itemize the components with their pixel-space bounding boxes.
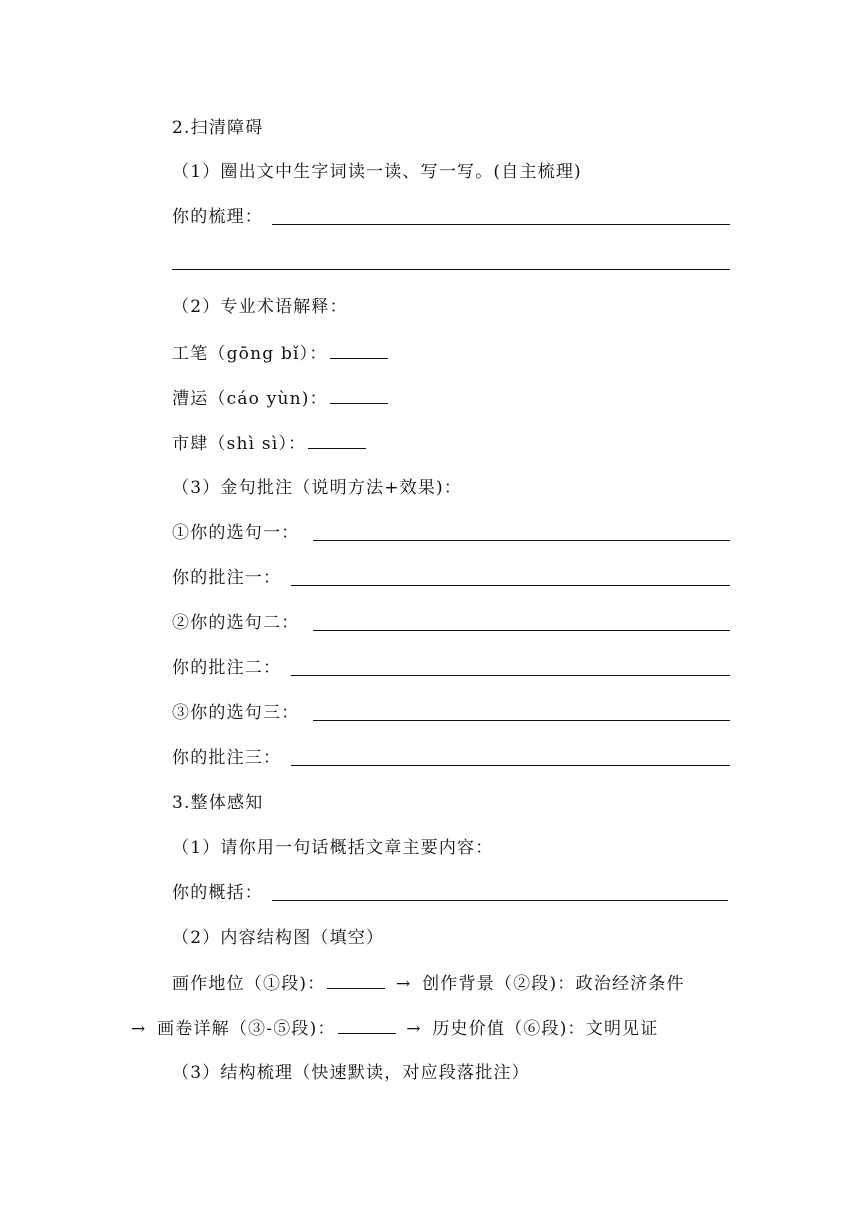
term-blank[interactable] <box>308 432 366 449</box>
flow-step-background: 创作背景（②段)：政治经济条件 <box>422 974 685 994</box>
label-your-overview: 你的概括： <box>172 883 263 903</box>
flow-blank-2[interactable] <box>338 1017 396 1034</box>
annotation-answer-line[interactable] <box>313 720 730 721</box>
term-item <box>172 342 388 365</box>
annotation-label: ③你的选句三： <box>172 703 300 723</box>
answer-line-summary-2[interactable] <box>172 269 730 270</box>
arrow-right-icon: → <box>396 974 412 994</box>
section-heading-2: 2.扫清障碍 <box>172 118 264 138</box>
annotation-label: 你的批注一： <box>172 568 282 588</box>
flow-step-value: 历史价值（⑥段)：文明见证 <box>432 1019 659 1039</box>
arrow-right-icon: → <box>406 1019 422 1039</box>
flow-blank-1[interactable] <box>327 972 385 989</box>
annotation-answer-line[interactable] <box>313 540 730 541</box>
annotation-answer-line[interactable] <box>291 765 730 766</box>
term-blank[interactable] <box>330 342 388 359</box>
term-item <box>172 387 388 410</box>
annotation-answer-line[interactable] <box>313 630 730 631</box>
annotation-label: ②你的选句二： <box>172 613 300 633</box>
term-label: 漕运（cáo yùn)： <box>172 389 328 409</box>
question-2-3: （3）金句批注（说明方法+效果)： <box>172 478 463 498</box>
section-heading-3: 3.整体感知 <box>172 793 264 813</box>
term-label: 市肆（shì sì）： <box>172 434 307 454</box>
flow-step-position: 画作地位（①段)： <box>172 974 326 994</box>
term-label: 工笔（gōng bǐ）： <box>172 344 328 364</box>
question-3-2: （2）内容结构图（填空） <box>172 928 385 948</box>
term-blank[interactable] <box>330 387 388 404</box>
question-2-2: （2）专业术语解释： <box>172 297 348 317</box>
flow-row-1 <box>172 972 685 995</box>
annotation-answer-line[interactable] <box>291 675 730 676</box>
answer-line-overview[interactable] <box>272 900 728 901</box>
annotation-label: 你的批注三： <box>172 748 282 768</box>
answer-line-summary-1[interactable] <box>272 224 730 225</box>
annotation-answer-line[interactable] <box>291 585 730 586</box>
flow-row-2 <box>131 1017 659 1040</box>
question-3-3: （3）结构梳理（快速默读，对应段落批注） <box>172 1063 530 1083</box>
annotation-label: ①你的选句一： <box>172 523 300 543</box>
arrow-right-icon: → <box>131 1019 147 1039</box>
label-your-summary: 你的梳理： <box>172 207 263 227</box>
term-item <box>172 432 366 455</box>
flow-step-detail: 画卷详解（③-⑤段)： <box>157 1019 336 1039</box>
question-3-1: （1）请你用一句话概括文章主要内容： <box>172 838 494 858</box>
annotation-label: 你的批注二： <box>172 658 282 678</box>
question-2-1: （1）圈出文中生字词读一读、写一写。(自主梳理) <box>172 162 582 182</box>
